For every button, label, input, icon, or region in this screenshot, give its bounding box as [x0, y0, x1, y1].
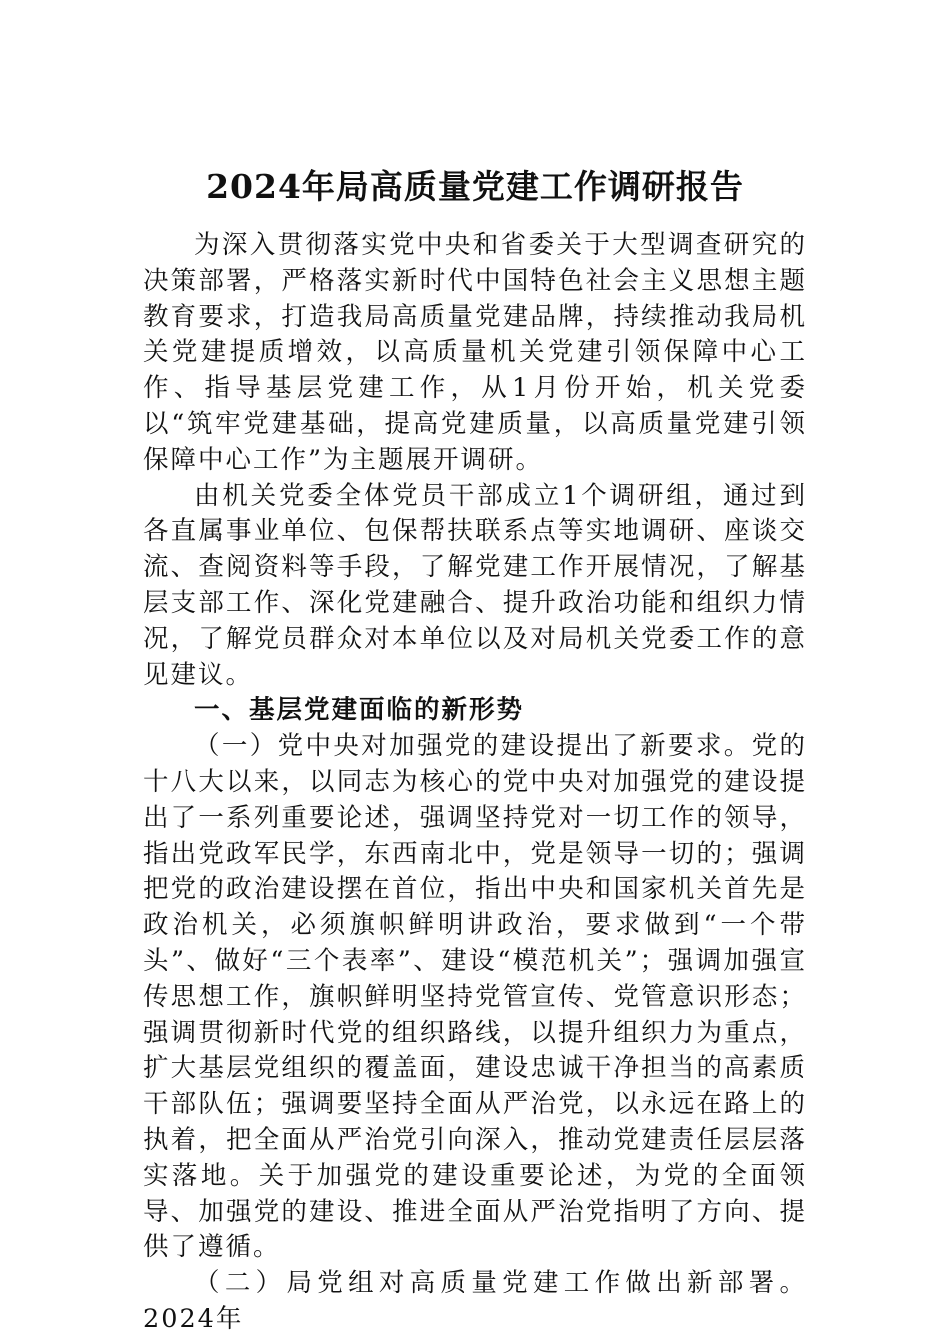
subsection-1-paragraph: （一）党中央对加强党的建设提出了新要求。党的十八大以来，以同志为核心的党中央对加强党的建设提出了一系列重要论述，强调坚持党对一切工作的领导，指出党政军民学，东西南北中，党是领导一切的；强调把党的政治建设摆在首位，指出中央和国家机关首先是政治机关，必须旗帜鲜明讲政治，要求做到“一个带头”、做好“三个表率”、建设“模范机关”；强调加强宣传思想工作，旗帜鲜明坚持党管宣传、党管意识形态；强调贯彻新时代党的组织路线，以提升组织力为重点，扩大基层党组织的覆盖面，建设忠诚干净担当的高素质干部队伍；强调要坚持全面从严治党，以永远在路上的执着，把全面从严治党引向深入，推动党建责任层层落实落地。关于加强党的建设重要论述，为党的全面领导、加强党的建设、推进全面从严治党指明了方向、提供了遵循。 — [143, 731, 807, 1263]
document-title: 2024年局高质量党建工作调研报告 — [206, 167, 744, 206]
document-body — [143, 228, 807, 1338]
intro-paragraph: 为深入贯彻落实党中央和省委关于大型调查研究的决策部署，严格落实新时代中国特色社会主义思想主题教育要求，打造我局高质量党建品牌，持续推动我局机关党建提质增效，以高质量机关党建引领保障中心工作、指导基层党建工作，从1月份开始，机关党委以“筑牢党建基础，提高党建质量，以高质量党建引领保障中心工作”为主题展开调研。 — [143, 230, 807, 475]
subsection-2-paragraph: （二）局党组对高质量党建工作做出新部署。2024年 — [143, 1268, 807, 1334]
section-heading: 一、基层党建面临的新形势 — [194, 695, 525, 726]
research-method-paragraph: 由机关党委全体党员干部成立1个调研组，通过到各直属事业单位、包保帮扶联系点等实地调研、座谈交流、查阅资料等手段，了解党建工作开展情况，了解基层支部工作、深化党建融合、提升政治功能和组织力情况，了解党员群众对本单位以及对局机关党委工作的意见建议。 — [143, 480, 807, 690]
